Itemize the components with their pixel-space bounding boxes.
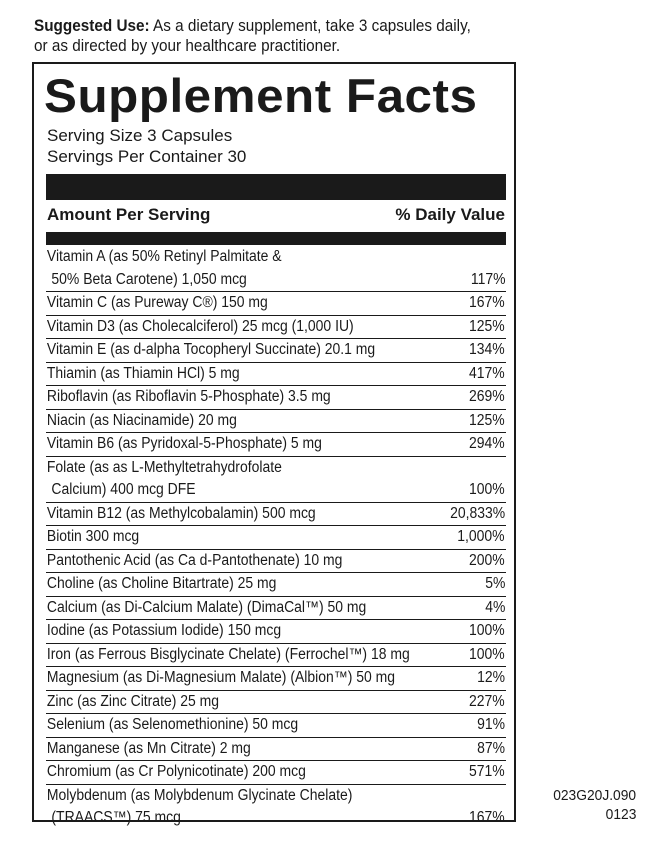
nutrient-label: Vitamin A (as 50% Retinyl Palmitate & [46,248,282,265]
nutrient-row [46,246,506,292]
nutrient-label: Niacin (as Niacinamide) 20 mg [46,411,237,429]
nutrient-daily-value: 117% [470,270,505,288]
nutrient-daily-value: 571% [469,763,505,780]
nutrient-row [46,714,506,738]
servings-per-container: Servings Per Container 30 [47,147,247,166]
nutrient-label: Vitamin B12 (as Methylcobalamin) 500 mcg [46,504,316,522]
nutrient-label: Vitamin C (as Pureway C®) 150 mg [46,294,268,311]
nutrient-daily-value: 87% [477,739,505,757]
nutrient-daily-value: 227% [469,692,505,710]
nutrient-daily-value: 125% [469,317,505,335]
thick-divider-top [46,174,506,200]
nutrient-label: Thiamin (as Thiamin HCl) 5 mg [46,364,240,382]
nutrient-row [46,644,506,668]
nutrient-label: Folate (as as L-Methyltetrahydrofolate [46,458,282,476]
nutrient-daily-value: 5% [484,575,505,592]
column-header-row [47,204,505,226]
nutrient-daily-value: 1,000% [457,528,505,545]
nutrient-daily-value: 134% [469,341,505,358]
nutrient-row [46,457,506,503]
nutrient-label: Manganese (as Mn Citrate) 2 mg [46,739,251,757]
nutrient-daily-value: 294% [469,435,505,452]
supplement-facts-panel [32,62,516,826]
nutrient-daily-value: 20,833% [449,504,505,522]
nutrient-label: Iodine (as Potassium Iodide) 150 mcg [46,622,282,639]
nutrient-row [46,785,506,830]
suggested-use-text: As a dietary supplement, take 3 capsules daily, or as directed by your healthcare practitioner. [34,16,471,55]
nutrient-row [46,526,506,550]
nutrient-label-continued: 50% Beta Carotene) 1,050 mcg [51,270,247,288]
nutrient-row [46,761,506,785]
nutrient-label: Biotin 300 mcg [46,528,140,545]
nutrient-daily-value: 167% [469,294,505,311]
amount-per-serving-header: Amount Per Serving [47,205,211,224]
nutrient-label: Selenium (as Selenomethionine) 50 mcg [46,716,299,733]
nutrient-label: Vitamin E (as d-alpha Tocopheryl Succinate) 20.1 mg [46,341,376,358]
nutrient-label-continued: (TRAACS™) 75 mcg [51,809,181,826]
nutrient-label: Zinc (as Zinc Citrate) 25 mg [46,692,219,710]
suggested-use-label: Suggested Use: [34,16,150,35]
nutrient-row [46,667,506,691]
nutrient-row [46,410,506,434]
nutrient-daily-value: 200% [469,551,505,569]
nutrient-row [46,339,506,363]
nutrient-row [46,620,506,644]
nutrient-row [46,550,506,574]
nutrient-label: Pantothenic Acid (as Ca d-Pantothenate) 10 mg [46,551,343,569]
nutrient-row [46,738,506,762]
nutrient-label: Riboflavin (as Riboflavin 5-Phosphate) 3.5 mg [46,388,331,405]
nutrient-row [46,503,506,527]
nutrient-row [46,691,506,715]
serving-size: Serving Size 3 Capsules [47,126,233,145]
nutrient-row [46,573,506,597]
nutrient-label: Magnesium (as Di-Magnesium Malate) (Albion™) 50 mg [46,669,396,686]
suggested-use [34,16,484,56]
nutrient-daily-value: 125% [469,411,505,429]
daily-value-header: % Daily Value [395,205,505,224]
nutrient-label: Iron (as Ferrous Bisglycinate Chelate) (Ferrochel™) 18 mg [46,645,410,663]
nutrient-row [46,597,506,621]
nutrient-label: Calcium (as Di-Calcium Malate) (DimaCal™) 50 mg [46,598,367,616]
nutrient-daily-value: 167% [469,809,505,826]
nutrient-daily-value: 12% [477,669,505,686]
thick-divider-bottom [46,232,506,245]
lot-code: 0123 [605,806,636,823]
nutrient-label: Vitamin B6 (as Pyridoxal-5-Phosphate) 5 mg [46,435,322,452]
nutrient-daily-value: 100% [469,645,505,663]
nutrient-row [46,433,506,457]
nutrient-list [46,246,506,830]
panel-title: Supplement Facts [44,69,478,122]
nutrient-row [46,316,506,340]
nutrient-row [46,363,506,387]
nutrient-label: Molybdenum (as Molybdenum Glycinate Chelate) [46,786,353,804]
nutrient-label: Vitamin D3 (as Cholecalciferol) 25 mcg (1,000 IU) [46,317,354,335]
nutrient-row [46,386,506,410]
nutrient-label-continued: Calcium) 400 mcg DFE [51,481,196,498]
nutrient-daily-value: 91% [477,716,505,733]
nutrient-label: Chromium (as Cr Polynicotinate) 200 mcg [46,763,306,780]
nutrient-daily-value: 269% [469,388,505,405]
nutrient-daily-value: 100% [469,481,505,498]
nutrient-row [46,292,506,316]
nutrient-daily-value: 4% [484,598,505,616]
product-code: 023G20J.090 [553,787,636,804]
nutrient-daily-value: 417% [469,364,505,382]
nutrient-daily-value: 100% [469,622,505,639]
nutrient-label: Choline (as Choline Bitartrate) 25 mg [46,575,277,592]
